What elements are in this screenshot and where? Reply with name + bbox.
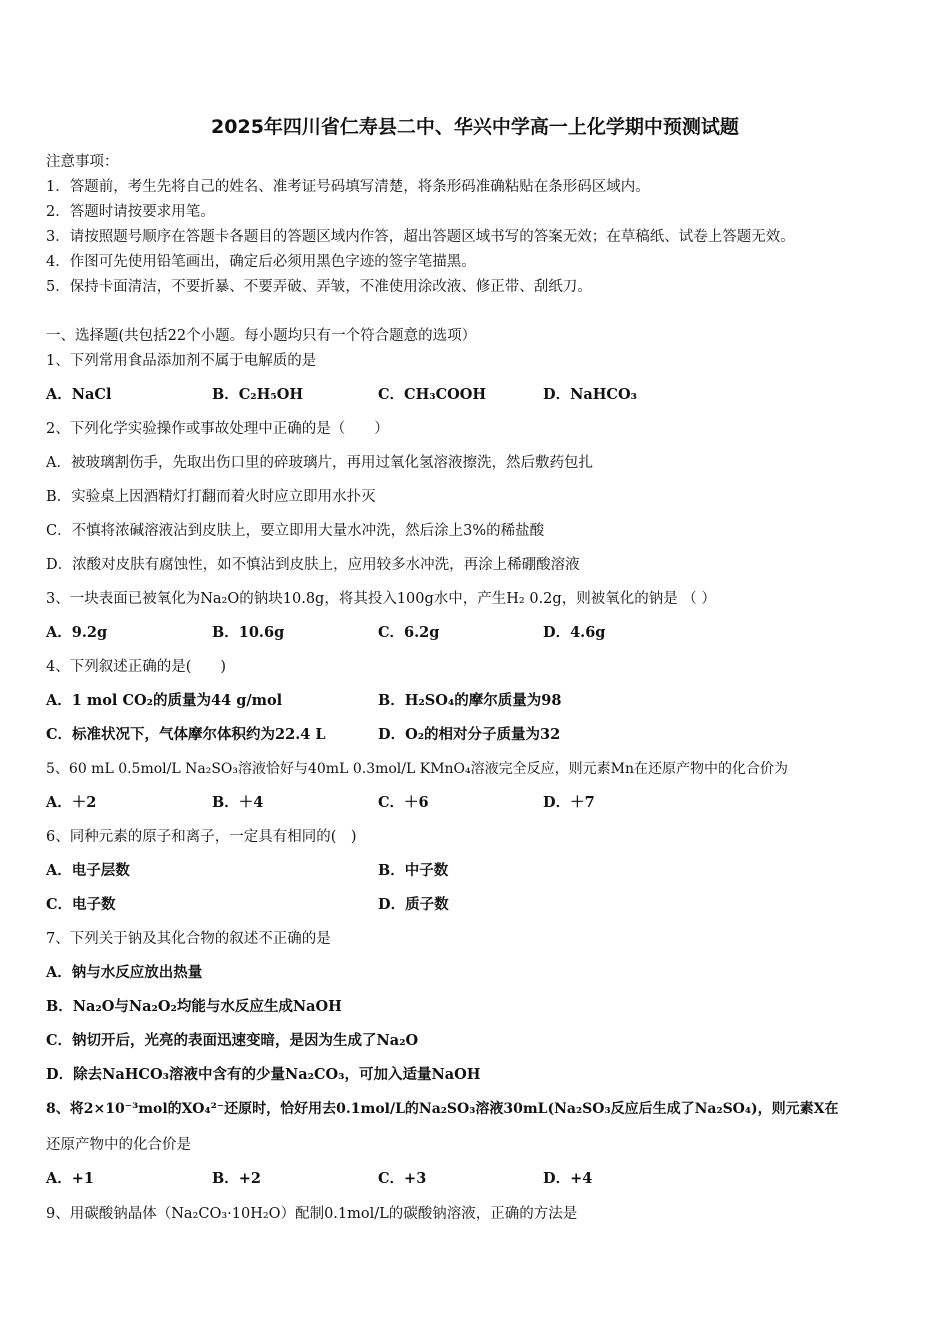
- q8-option-b[interactable]: B．+2: [212, 1170, 261, 1187]
- question-5-stem: 5、60 mL 0.5mol/L Na₂SO₃溶液恰好与40mL 0.3mol/L KMnO₄溶液完全反应，则元素Mn在还原产物中的化合价为: [46, 761, 788, 777]
- notice-item: 2．答题时请按要求用笔。: [46, 204, 215, 220]
- notice-item: 1．答题前，考生先将自己的姓名、准考证号码填写清楚，将条形码准确粘贴在条形码区域内。: [46, 179, 650, 195]
- notice-item: 5．保持卡面清洁，不要折暴、不要弄破、弄皱，不准使用涂改液、修正带、刮纸刀。: [46, 279, 592, 295]
- q8-option-a[interactable]: A．+1: [46, 1170, 94, 1187]
- q3-option-c[interactable]: C．6.2g: [378, 624, 440, 641]
- question-1-stem: 1、下列常用食品添加剂不属于电解质的是: [46, 353, 317, 369]
- q6-option-b[interactable]: B．中子数: [378, 862, 449, 879]
- notice-item: 4．作图可先使用铅笔画出，确定后必须用黑色字迹的签字笔描黑。: [46, 254, 476, 270]
- q3-option-a[interactable]: A．9.2g: [46, 624, 108, 641]
- q6-option-d[interactable]: D．质子数: [378, 896, 449, 913]
- question-7-stem: 7、下列关于钠及其化合物的叙述不正确的是: [46, 931, 331, 947]
- q8-option-d[interactable]: D．+4: [543, 1170, 593, 1187]
- q4-option-a[interactable]: A．1 mol CO₂的质量为44 g/mol: [46, 692, 283, 709]
- q1-option-a[interactable]: A．NaCl: [46, 386, 112, 403]
- q5-option-d[interactable]: D．＋7: [543, 794, 595, 811]
- question-2-stem: 2、下列化学实验操作或事故处理中正确的是（ ）: [46, 421, 389, 437]
- q8-option-c[interactable]: C．+3: [378, 1170, 427, 1187]
- q2-option-c[interactable]: C．不慎将浓碱溶液沾到皮肤上，要立即用大量水冲洗，然后涂上3%的稀盐酸: [46, 523, 545, 539]
- q5-option-c[interactable]: C．＋6: [378, 794, 429, 811]
- q4-option-d[interactable]: D．O₂的相对分子质量为32: [378, 726, 561, 743]
- q2-option-a[interactable]: A．被玻璃割伤手，先取出伤口里的碎玻璃片，再用过氧化氢溶液擦洗，然后敷药包扎: [46, 455, 593, 471]
- notice-heading: 注意事项：: [46, 154, 119, 170]
- q2-option-b[interactable]: B．实验桌上因酒精灯打翻而着火时应立即用水扑灭: [46, 489, 376, 505]
- q4-option-c[interactable]: C．标准状况下，气体摩尔体积约为22.4 L: [46, 726, 326, 743]
- q7-option-d[interactable]: D．除去NaHCO₃溶液中含有的少量Na₂CO₃，可加入适量NaOH: [46, 1066, 481, 1083]
- q5-option-b[interactable]: B．＋4: [212, 794, 264, 811]
- q1-option-b[interactable]: B．C₂H₅OH: [212, 386, 304, 403]
- question-9-stem: 9、用碳酸钠晶体（Na₂CO₃·10H₂O）配制0.1mol/L的碳酸钠溶液，正确的方法是: [46, 1206, 578, 1222]
- question-8-stem: 8、将2×10⁻³mol的XO₄²⁻还原时，恰好用去0.1mol/L的Na₂SO₃溶液30mL(Na₂SO₃反应后生成了Na₂SO₄)，则元素X在: [46, 1101, 839, 1117]
- q7-option-a[interactable]: A．钠与水反应放出热量: [46, 964, 203, 981]
- q3-option-b[interactable]: B．10.6g: [212, 624, 285, 641]
- notice-item: 3．请按照题号顺序在答题卡各题目的答题区域内作答，超出答题区域书写的答案无效；在草稿纸、试卷上答题无效。: [46, 229, 795, 245]
- question-3-stem: 3、一块表面已被氧化为Na₂O的钠块10.8g，将其投入100g水中，产生H₂ 0.2g，则被氧化的钠是 （ ）: [46, 591, 716, 607]
- q1-option-d[interactable]: D．NaHCO₃: [543, 386, 637, 403]
- q6-option-a[interactable]: A．电子层数: [46, 862, 130, 879]
- q4-option-b[interactable]: B．H₂SO₄的摩尔质量为98: [378, 692, 562, 709]
- question-8-stem-continued: 还原产物中的化合价是: [46, 1137, 191, 1153]
- section-heading: 一、选择题(共包括22个小题。每小题均只有一个符合题意的选项）: [46, 328, 477, 344]
- q2-option-d[interactable]: D．浓酸对皮肤有腐蚀性，如不慎沾到皮肤上，应用较多水冲洗，再涂上稀硼酸溶液: [46, 557, 580, 573]
- q6-option-c[interactable]: C．电子数: [46, 896, 116, 913]
- question-6-stem: 6、同种元素的原子和离子，一定具有相同的( ): [46, 829, 357, 845]
- q3-option-d[interactable]: D．4.6g: [543, 624, 606, 641]
- q7-option-b[interactable]: B．Na₂O与Na₂O₂均能与水反应生成NaOH: [46, 998, 342, 1015]
- page-title: 2025年四川省仁寿县二中、华兴中学高一上化学期中预测试题: [211, 116, 739, 138]
- q5-option-a[interactable]: A．＋2: [46, 794, 97, 811]
- q7-option-c[interactable]: C．钠切开后，光亮的表面迅速变暗，是因为生成了Na₂O: [46, 1032, 419, 1049]
- question-4-stem: 4、下列叙述正确的是( ): [46, 659, 227, 675]
- q1-option-c[interactable]: C．CH₃COOH: [378, 386, 487, 403]
